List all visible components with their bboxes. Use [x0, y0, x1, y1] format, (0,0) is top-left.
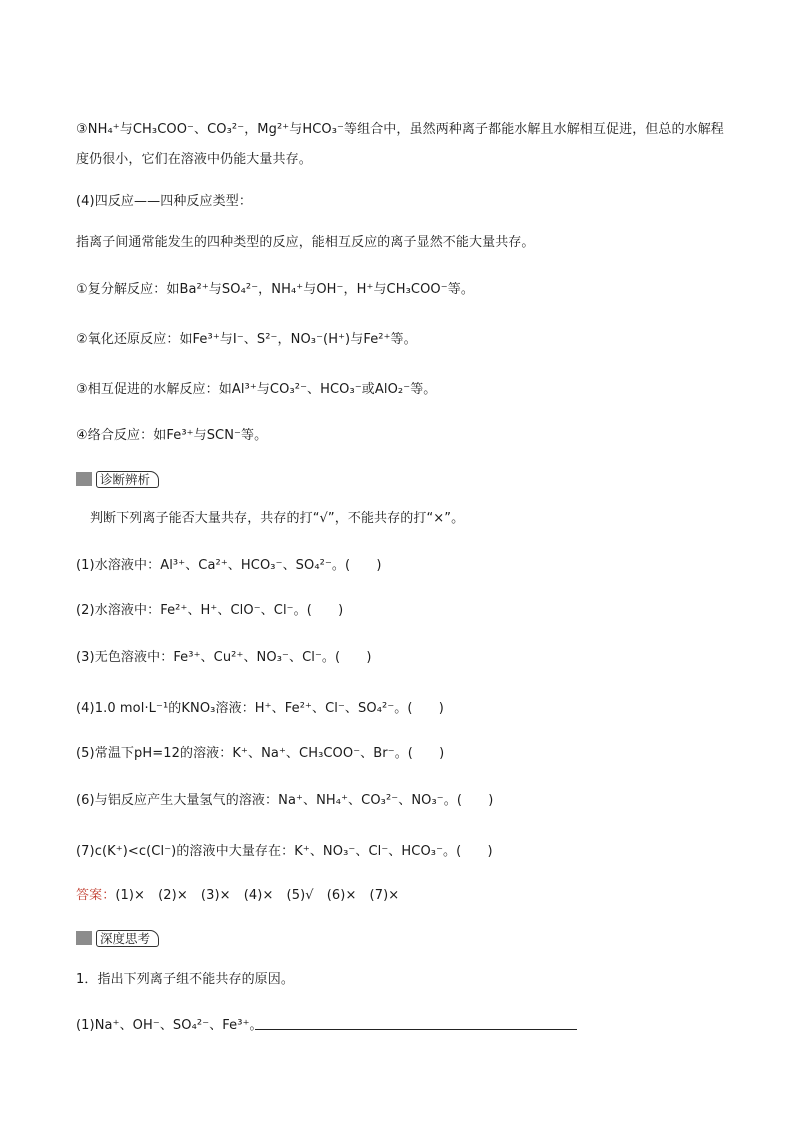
section-header-diagnosis: [76, 470, 159, 488]
section-square-icon: [76, 472, 92, 486]
paragraph-2: 度仍很小，它们在溶液中仍能大量共存。: [76, 152, 312, 167]
instruction-text: 判断下列离子能否大量共存，共存的打“√”，不能共存的打“×”。: [90, 511, 465, 526]
task-text: 1．指出下列离子组不能共存的原因。: [76, 972, 294, 987]
question-7: (7)c(K⁺)<c(Cl⁻)的溶液中大量存在：K⁺、NO₃⁻、Cl⁻、HCO₃⁻。( ): [76, 844, 493, 859]
paragraph-3: (4)四反应——四种反应类型：: [76, 194, 252, 209]
paragraph-4: 指离子间通常能发生的四种类型的反应，能相互反应的离子显然不能大量共存。: [76, 235, 535, 250]
paragraph-6: ②氧化还原反应：如Fe³⁺与I⁻、S²⁻，NO₃⁻(H⁺)与Fe²⁺等。: [76, 332, 417, 347]
section-header-deep-thinking: [76, 929, 159, 947]
paragraph-5: ①复分解反应：如Ba²⁺与SO₄²⁻，NH₄⁺与OH⁻，H⁺与CH₃COO⁻等。: [76, 282, 474, 297]
question-6: (6)与铝反应产生大量氢气的溶液：Na⁺、NH₄⁺、CO₃²⁻、NO₃⁻。( ): [76, 793, 494, 808]
question-2: (2)水溶液中：Fe²⁺、H⁺、ClO⁻、Cl⁻。( ): [76, 603, 344, 618]
section-title: 深度思考: [96, 930, 159, 947]
question-5: (5)常温下pH=12的溶液：K⁺、Na⁺、CH₃COO⁻、Br⁻。( ): [76, 746, 445, 761]
answer-blank-line[interactable]: [255, 1029, 577, 1030]
paragraph-1: ③NH₄⁺与CH₃COO⁻、CO₃²⁻，Mg²⁺与HCO₃⁻等组合中，虽然两种离子都能水解且水解相互促进，但总的水解程: [76, 122, 724, 137]
paragraph-8: ④络合反应：如Fe³⁺与SCN⁻等。: [76, 428, 268, 443]
answer-text: (1)× (2)× (3)× (4)× (5)√ (6)× (7)×: [115, 888, 400, 903]
answer-line: [76, 886, 399, 906]
subquestion-1: (1)Na⁺、OH⁻、SO₄²⁻、Fe³⁺。: [76, 1018, 263, 1033]
section-square-icon: [76, 931, 92, 945]
paragraph-7: ③相互促进的水解反应：如Al³⁺与CO₃²⁻、HCO₃⁻或AlO₂⁻等。: [76, 382, 437, 397]
question-1: (1)水溶液中：Al³⁺、Ca²⁺、HCO₃⁻、SO₄²⁻。( ): [76, 558, 382, 573]
answer-label: 答案：: [76, 888, 116, 903]
question-3: (3)无色溶液中：Fe³⁺、Cu²⁺、NO₃⁻、Cl⁻。( ): [76, 650, 372, 665]
question-4: (4)1.0 mol·L⁻¹的KNO₃溶液：H⁺、Fe²⁺、Cl⁻、SO₄²⁻。( ): [76, 701, 444, 716]
section-title: 诊断辨析: [96, 471, 159, 488]
